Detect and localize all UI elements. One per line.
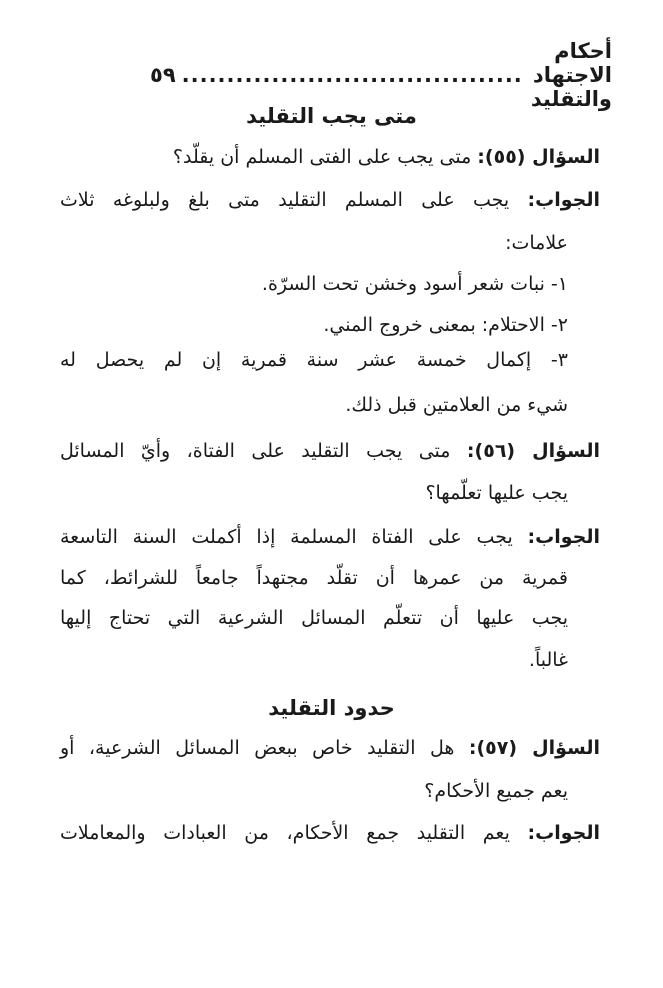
answer-56-line-4: غالباً.	[528, 649, 568, 671]
page-number: ٥٩	[150, 63, 176, 87]
question-57-line-1	[60, 737, 600, 759]
header-title: أحكام الاجتهاد والتقليد	[530, 39, 612, 111]
question-55	[60, 146, 600, 168]
question-text: متى يجب على الفتى المسلم أن يقلّد؟	[172, 146, 472, 168]
answer-text: يعم التقليد جمع الأحكام، من العبادات والمعاملات	[60, 822, 510, 844]
answer-55-line-1	[60, 189, 600, 211]
question-text: متى يجب التقليد على الفتاة، وأيّ المسائل	[60, 440, 451, 462]
question-label: السؤال (٥٧):	[468, 737, 600, 759]
answer-text: يجب على المسلم التقليد متى بلغ ولبلوغه ثلاث	[60, 189, 510, 211]
header-leader-dots: ......................................	[181, 63, 523, 87]
running-header	[150, 39, 612, 111]
question-label: السؤال (٥٦):	[466, 440, 600, 462]
question-56-line-2: يجب عليها تعلّمها؟	[425, 482, 568, 504]
section-heading-when-taqlid: متى يجب التقليد	[246, 104, 417, 128]
answer-label: الجواب:	[527, 822, 600, 844]
answer-label: الجواب:	[527, 189, 601, 211]
list-item-2: ٢- الاحتلام: بمعنى خروج المني.	[323, 314, 568, 336]
list-item-1: ١- نبات شعر أسود وخشن تحت السرّة.	[261, 273, 568, 295]
answer-56-line-2: قمرية من عمرها أن تقلّد مجتهداً جامعاً للشرائط، كما	[60, 567, 568, 589]
answer-57-line-1	[60, 822, 600, 844]
answer-56-line-3: يجب عليها أن تتعلّم المسائل الشرعية التي تحتاج إليها	[60, 607, 568, 629]
question-56-line-1	[60, 440, 600, 462]
question-text: هل التقليد خاص ببعض المسائل الشرعية، أو	[60, 737, 455, 759]
question-57-line-2: يعم جميع الأحكام؟	[424, 780, 568, 802]
answer-label: الجواب:	[527, 526, 600, 548]
list-item-3-line-2: شيء من العلامتين قبل ذلك.	[345, 394, 568, 416]
answer-55-line-2: علامات:	[505, 232, 568, 254]
section-heading-limits-taqlid: حدود التقليد	[268, 696, 395, 720]
answer-56-line-1	[60, 526, 600, 548]
question-label: السؤال (٥٥):	[477, 146, 600, 168]
list-item-3-line-1: ٣- إكمال خمسة عشر سنة قمرية إن لم يحصل له	[60, 349, 568, 371]
answer-text: يجب على الفتاة المسلمة إذا أكملت السنة التاسعة	[60, 526, 513, 548]
